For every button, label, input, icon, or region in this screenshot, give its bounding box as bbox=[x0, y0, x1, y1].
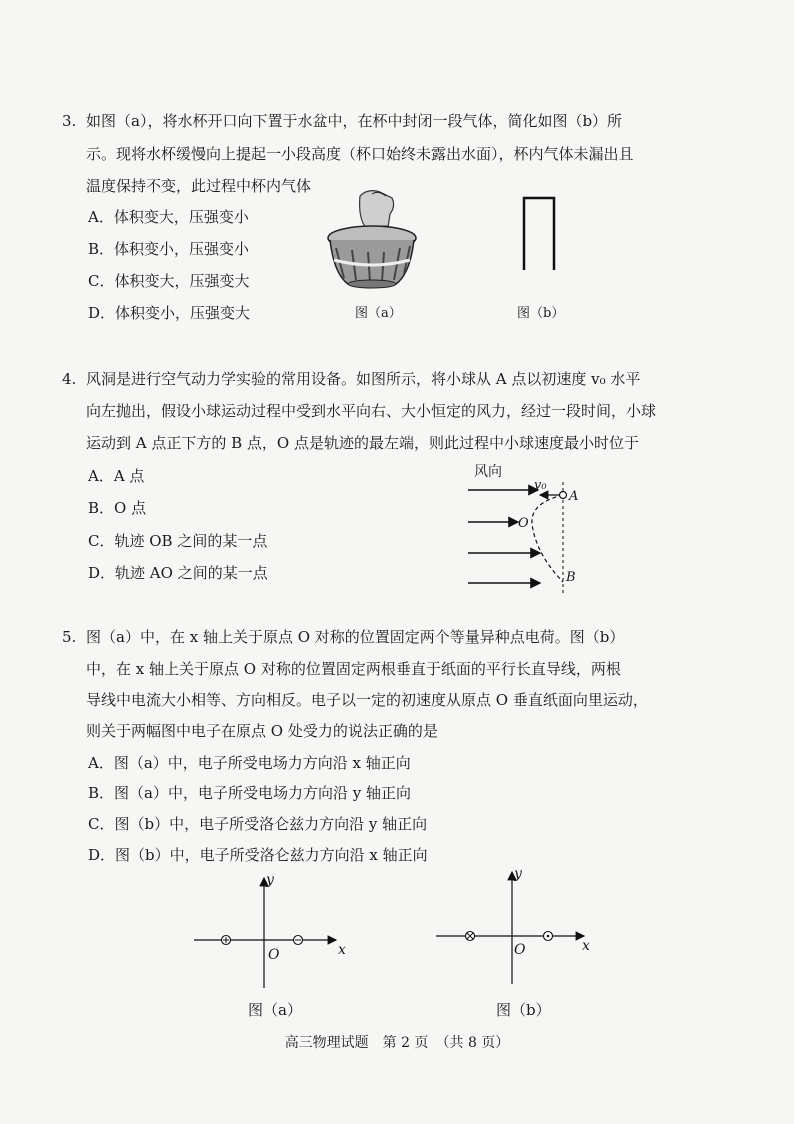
fig5a-y-label: y bbox=[266, 872, 274, 888]
q5-line-2: 中，在 x 轴上关于原点 O 对称的位置固定两根垂直于纸面的平行长直导线，两根 bbox=[86, 660, 621, 678]
q5-number: 5. bbox=[62, 628, 77, 646]
q5-line-4: 则关于两幅图中电子在原点 O 处受力的说法正确的是 bbox=[86, 722, 438, 740]
q4-line-2: 向左抛出，假设小球运动过程中受到水平向右、大小恒定的风力，经过一段时间，小球 bbox=[86, 402, 657, 420]
q3-option-b: B．体积变小，压强变小 bbox=[88, 240, 250, 258]
q5-option-b: B．图（a）中，电子所受电场力方向沿 y 轴正向 bbox=[88, 784, 411, 802]
parallel-wires-axes bbox=[432, 866, 592, 986]
q4-option-a: A．A 点 bbox=[88, 467, 145, 485]
q4-line-1: 风洞是进行空气动力学实验的常用设备。如图所示，将小球从 A 点以初速度 v₀ 水平 bbox=[86, 370, 641, 388]
current-into-page-icon bbox=[466, 932, 475, 941]
q5-line-3: 导线中电流大小相等、方向相反。电子以一定的初速度从原点 O 垂直纸面向里运动， bbox=[86, 691, 648, 709]
q3-fig-b-caption: 图（b） bbox=[517, 306, 565, 321]
q4-option-c: C．轨迹 OB 之间的某一点 bbox=[88, 532, 268, 550]
point-a-label: A bbox=[569, 489, 579, 504]
positive-charge-icon bbox=[222, 936, 231, 945]
q3-line-2: 示。现将水杯缓慢向上提起一小段高度（杯口始终未露出水面），杯内气体未漏出且 bbox=[86, 145, 634, 163]
q4-number: 4. bbox=[62, 370, 77, 388]
q3-option-c: C．体积变大，压强变大 bbox=[88, 272, 250, 290]
q3-option-d: D．体积变小，压强变大 bbox=[88, 304, 251, 322]
fig5b-caption: 图（b） bbox=[496, 1001, 551, 1019]
q5-option-a: A．图（a）中，电子所受电场力方向沿 x 轴正向 bbox=[88, 754, 411, 772]
inverted-cup-diagram bbox=[510, 192, 570, 272]
v0-label: v₀ bbox=[534, 478, 547, 493]
fig5a-origin-label: O bbox=[268, 947, 280, 963]
point-o-label: O bbox=[518, 516, 529, 531]
fig5a-x-label: x bbox=[338, 942, 346, 958]
fig5b-y-label: y bbox=[514, 866, 522, 882]
fig5a-caption: 图（a） bbox=[248, 1001, 302, 1019]
negative-charge-icon bbox=[294, 936, 303, 945]
q3-number: 3. bbox=[62, 112, 77, 130]
point-b-label: B bbox=[566, 570, 576, 585]
q3-fig-a-caption: 图（a） bbox=[355, 306, 402, 321]
fig5b-x-label: x bbox=[582, 938, 590, 954]
page-footer: 高三物理试题 第 2 页 （共 8 页） bbox=[284, 1035, 510, 1051]
q5-line-1: 图（a）中，在 x 轴上关于原点 O 对称的位置固定两个等量异种点电荷。图（b） bbox=[86, 628, 625, 646]
q4-option-b: B．O 点 bbox=[88, 499, 147, 517]
q3-option-a: A．体积变大，压强变小 bbox=[88, 208, 249, 226]
q5-option-c: C．图（b）中，电子所受洛仑兹力方向沿 y 轴正向 bbox=[88, 815, 428, 833]
point-charges-axes bbox=[190, 872, 350, 992]
q4-option-d: D．轨迹 AO 之间的某一点 bbox=[88, 564, 268, 582]
q4-line-3: 运动到 A 点正下方的 B 点，O 点是轨迹的最左端，则此过程中小球速度最小时位于 bbox=[86, 434, 639, 452]
q3-line-1: 如图（a），将水杯开口向下置于水盆中，在杯中封闭一段气体，简化如图（b）所 bbox=[86, 112, 623, 130]
q5-option-d: D．图（b）中，电子所受洛仑兹力方向沿 x 轴正向 bbox=[88, 846, 428, 864]
q3-line-3: 温度保持不变，此过程中杯内气体 bbox=[86, 177, 312, 195]
cup-in-basin-photo bbox=[322, 188, 422, 298]
current-out-of-page-icon bbox=[544, 932, 553, 941]
fig5b-origin-label: O bbox=[514, 942, 526, 958]
wind-direction-label: 风向 bbox=[474, 464, 502, 480]
